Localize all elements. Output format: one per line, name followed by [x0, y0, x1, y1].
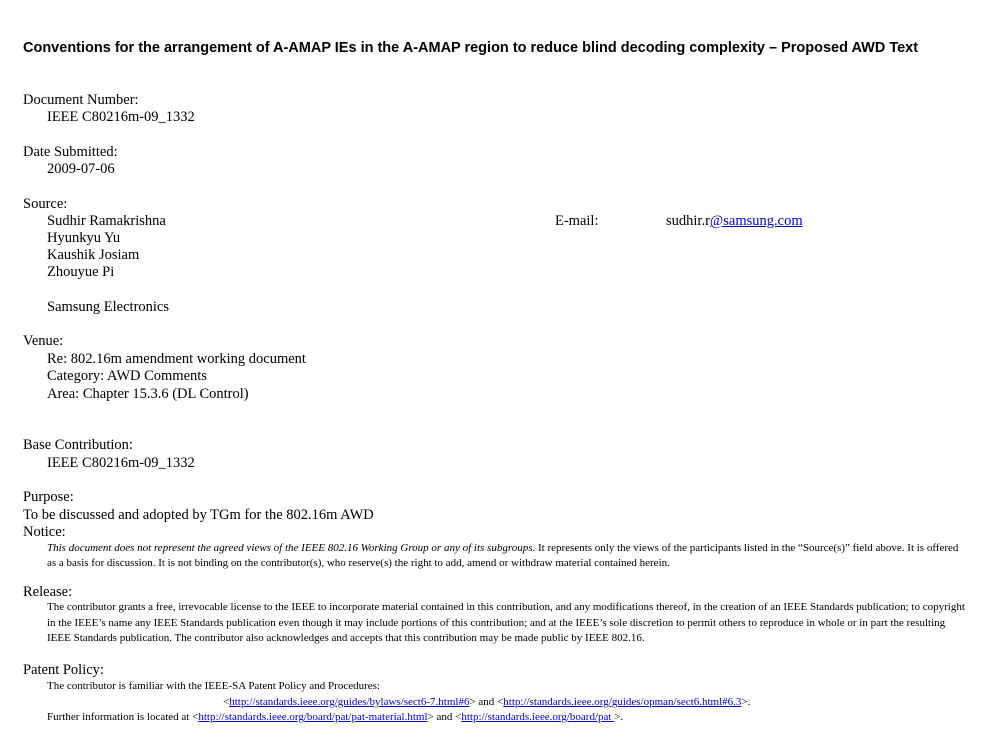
base-contribution-value: IEEE C80216m-09_1332 [47, 455, 195, 471]
email-address: sudhir.r@samsung.com [666, 213, 803, 229]
source-company: Samsung Electronics [47, 299, 170, 315]
source-author: Kaushik Josiam [47, 247, 140, 263]
pat-material-link[interactable]: http://standards.ieee.org/board/pat/pat-material.html [198, 711, 428, 723]
notice-text [47, 541, 967, 571]
patent-policy-label: Patent Policy: [23, 662, 104, 678]
venue-line: Re: 802.16m amendment working document [47, 351, 306, 367]
venue-line: Area: Chapter 15.3.6 (DL Control) [47, 386, 249, 402]
opman-link[interactable]: http://standards.ieee.org/guides/opman/sect6.html#6.3 [503, 696, 742, 708]
purpose-value: To be discussed and adopted by TGm for the 802.16m AWD [23, 507, 374, 523]
source-label: Source: [23, 196, 68, 212]
base-contribution-label: Base Contribution: [23, 437, 133, 453]
notice-italic-text: This document does not represent the agreed views of the IEEE 802.16 Working Group or any of its subgroups [47, 542, 533, 554]
board-pat-link[interactable]: http://standards.ieee.org/board/pat [461, 711, 615, 723]
date-submitted-value: 2009-07-06 [47, 161, 115, 177]
patent-policy-further-line: Further information is located at <http://standards.ieee.org/board/pat/pat-material.html> and <http://standards.ieee.org/board/pat >. [47, 711, 624, 723]
date-submitted-label: Date Submitted: [23, 144, 118, 160]
venue-line: Category: AWD Comments [47, 368, 207, 384]
purpose-label: Purpose: [23, 489, 74, 505]
release-label: Release: [23, 584, 73, 600]
source-author: Sudhir Ramakrishna [47, 213, 166, 229]
notice-rest-text: . It represents only the views of the participants listed in the “Source(s)” field above. It is offered as a basis for discussion. It is not binding on the contributor(s), who reserve(s) the right to add, amend or withdraw material contained herein. [47, 542, 959, 569]
notice-label: Notice: [23, 524, 66, 540]
source-author: Hyunkyu Yu [47, 230, 121, 246]
email-link[interactable]: @samsung.com [709, 213, 803, 229]
email-label: E-mail: [555, 213, 599, 229]
document-title: Conventions for the arrangement of A-AMAP IEs in the A-AMAP region to reduce blind decoding complexity – Proposed AWD Text [23, 40, 919, 56]
source-author: Zhouyue Pi [47, 264, 115, 280]
bylaws-link[interactable]: http://standards.ieee.org/guides/bylaws/sect6-7.html#6 [229, 696, 470, 708]
patent-policy-line1: The contributor is familiar with the IEEE-SA Patent Policy and Procedures: [47, 680, 380, 692]
document-number-value: IEEE C80216m-09_1332 [47, 109, 195, 125]
release-text: The contributor grants a free, irrevocable license to the IEEE to incorporate material contained in this contribution, and any modifications thereof, in the creation of an IEEE Standards publication; to copyright in the IEEE’s name any IEEE Standards publication even though it may include portions of this contribution; and at the IEEE’s sole discretion to permit others to reproduce in whole or in part the resulting IEEE Standards publication. The contributor also acknowledges and accepts that this contribution may be made public by IEEE 802.16. [47, 601, 965, 644]
document-number-label: Document Number: [23, 92, 139, 108]
patent-policy-links-line: <http://standards.ieee.org/guides/bylaws/sect6-7.html#6> and <http://standards.ieee.org/guides/opman/sect6.html#6.3>. [223, 696, 751, 708]
venue-label: Venue: [23, 333, 64, 349]
